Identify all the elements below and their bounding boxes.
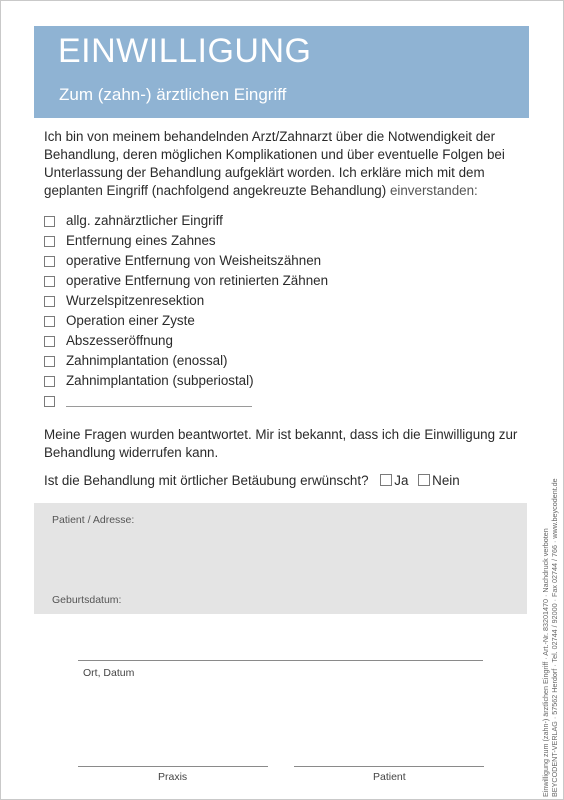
- checklist-label: Zahnimplantation (subperiostal): [66, 373, 254, 388]
- header-banner: [34, 26, 529, 118]
- checklist-label: Operation einer Zyste: [66, 313, 195, 328]
- checkbox[interactable]: [44, 236, 55, 247]
- custom-treatment-line[interactable]: [66, 406, 252, 407]
- intro-paragraph: [44, 128, 524, 200]
- practice-signature-line[interactable]: [78, 766, 268, 767]
- imprint-line: BEYCODENT-VERLAG · 57562 Herdorf · Tel. 02744 / 92000 · Fax 02744 / 766 · www.beycodent.de: [550, 478, 559, 797]
- checklist-label: allg. zahnärztlicher Eingriff: [66, 213, 223, 228]
- checkbox-no[interactable]: [418, 474, 430, 486]
- checkbox[interactable]: [44, 376, 55, 387]
- checklist-item-custom[interactable]: [44, 392, 284, 410]
- questions-statement: Meine Fragen wurden beantwortet. Mir ist bekannt, dass ich die Einwilligung zur Behandlung widerrufen kann.: [44, 427, 518, 460]
- checkbox[interactable]: [44, 216, 55, 227]
- checkbox[interactable]: [44, 396, 55, 407]
- checkbox[interactable]: [44, 316, 55, 327]
- checklist-label: operative Entfernung von Weisheitszähnen: [66, 253, 322, 268]
- checklist-label: Wurzelspitzenresektion: [66, 293, 205, 308]
- place-date-line[interactable]: [78, 660, 483, 661]
- patient-signature-line[interactable]: [294, 766, 484, 767]
- checklist-label: Zahnimplantation (enossal): [66, 353, 228, 368]
- anesthesia-question-row: [44, 472, 460, 490]
- patient-label: Patient: [373, 771, 406, 783]
- imprint-line: Einwilligung zum (zahn-) ärztlichen Eingriff · Art.-Nr. 83201470 · Nachdruck verboten: [541, 528, 550, 797]
- place-date-label: Ort, Datum: [83, 667, 135, 679]
- checklist-label: Abszesseröffnung: [66, 333, 173, 348]
- checkbox[interactable]: [44, 276, 55, 287]
- intro-text: Ich bin von meinem behandelnden Arzt/Zahnarzt über die Notwendigkeit der Behandlung, deren möglichen Komplikationen und über eventuelle Folgen bei Unterlassung der Behandlung aufgeklärt worden. Ich erkläre mich mit dem geplanten Eingriff (nachfolgend angekreuzte Behandlung): [44, 129, 505, 198]
- intro-text-end: einverstanden:: [386, 183, 478, 198]
- no-label: Nein: [432, 473, 460, 488]
- publisher-imprint: [541, 478, 559, 797]
- checkbox[interactable]: [44, 336, 55, 347]
- checkbox-yes[interactable]: [380, 474, 392, 486]
- patient-address-label: Patient / Adresse:: [52, 514, 135, 526]
- yes-label: Ja: [394, 473, 409, 488]
- checkbox[interactable]: [44, 256, 55, 267]
- practice-label: Praxis: [158, 771, 188, 783]
- checklist-label: Entfernung eines Zahnes: [66, 233, 216, 248]
- checkbox[interactable]: [44, 356, 55, 367]
- checkbox[interactable]: [44, 296, 55, 307]
- anesthesia-question: Ist die Behandlung mit örtlicher Betäubung erwünscht?: [44, 473, 369, 488]
- form-title: EINWILLIGUNG: [58, 32, 312, 70]
- patient-info-box[interactable]: [34, 503, 527, 614]
- form-subtitle: Zum (zahn-) ärztlichen Eingriff: [59, 85, 287, 104]
- checklist-label: operative Entfernung von retinierten Zähnen: [66, 273, 329, 288]
- birthdate-label: Geburtsdatum:: [52, 594, 122, 606]
